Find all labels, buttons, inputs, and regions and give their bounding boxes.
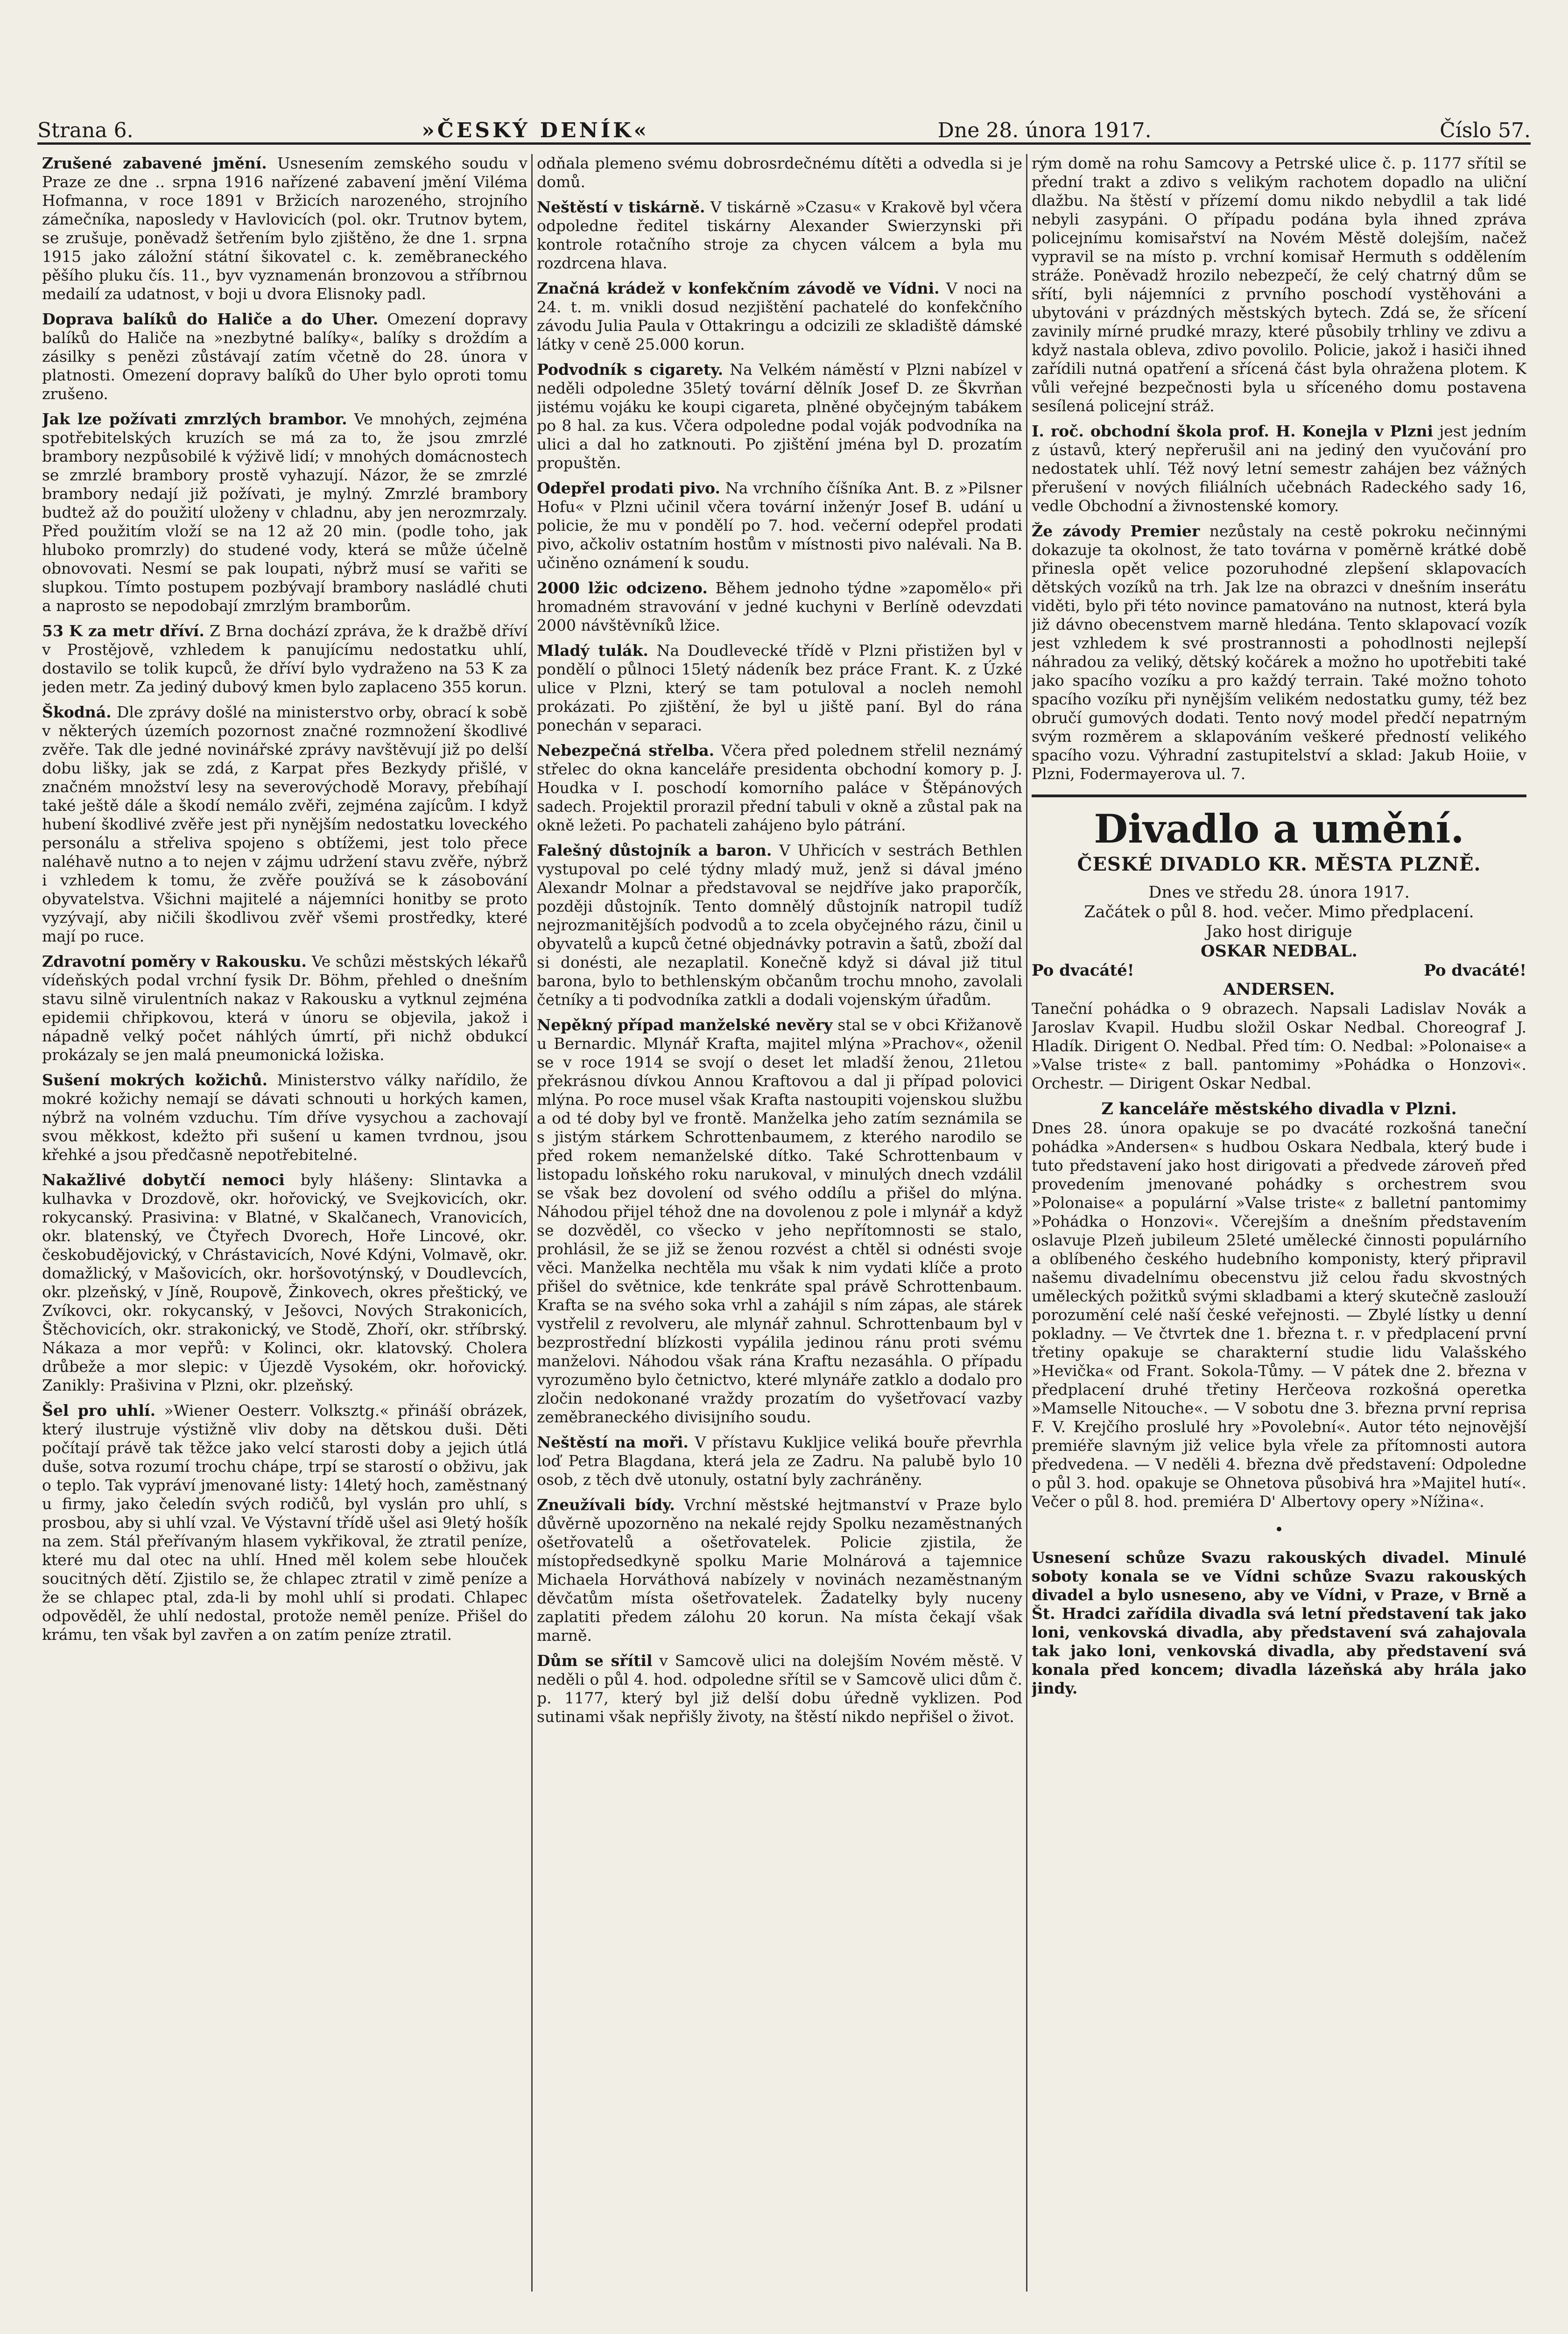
news-headline: Zrušené zabavené jmění. (42, 154, 267, 172)
news-body: Vrchní městské hejtmanství v Praze bylo důvěrně upozorněno na nekalé rejdy Spolku nezaměstnaných ošetřovatelů a ošetřovatelek. Policie zjistila, že místopředsedkyně spolku Marie Molnárová a tajemnice Michaela Horváthová nabízely v novinách nezaměstnaným děvčatům místa ošetřovatelek. Žadatelky byly nuceny zaplatiti předem zálohu 20 korun. Na místa čekají však marně. (537, 1496, 1022, 1645)
news-body: Na vrchního číšníka Ant. B. z »Pilsner Hofu« v Plzni učinil včera tovární inženýr Josef B. udání u policie, že mu v pondělí po 7. hod. večerní odepřel prodati pivo, ačkoliv ostatním hostům v místnosti pivo nalévali. Na B. učiněno oznámení k soudu. (537, 479, 1022, 572)
column-1 (42, 154, 527, 2292)
news-headline: Neštěstí na moři. (537, 1433, 689, 1451)
news-body: V tiskárně »Czasu« v Krakově byl včera odpoledne ředitel tiskárny Alexander Swierzynski při kontrole rotačního stroje za chycen válcem a byla mu rozdrcena hlava. (537, 198, 1022, 272)
news-item (1032, 522, 1526, 783)
news-item (537, 1016, 1022, 1427)
column-divider (531, 154, 533, 2292)
page-header (37, 110, 1531, 145)
news-item (42, 1401, 527, 1644)
union-notice: Usnesení schůze Svazu rakouských divadel. Minulé soboty konala se ve Vídni schůze Svazu rakouských divadel a bylo usneseno, aby ve Vídni, v Praze, v Brně a Št. Hradci zařídila divadla svá letní představení tak jako loni, venkovská divadla, aby představení svá zahajovala tak jako loni, venkovská divadla, aby představení svá konala před koncem; divadla lázeňská aby hrála jako jindy. (1032, 1548, 1526, 1697)
performance-start: Začátek o půl 8. hod. večer. Mimo předplacení. (1084, 903, 1474, 921)
news-headline: Falešný důstojník a baron. (537, 841, 772, 859)
news-headline: Nepěkný případ manželské nevěry (537, 1016, 833, 1034)
news-item (537, 579, 1022, 635)
theater-name: ČESKÉ DIVADLO KR. MĚSTA PLZNĚ. (1077, 853, 1481, 875)
performance-title: ANDERSEN. (1223, 980, 1335, 999)
section-heading: Divadlo a umění. (1094, 806, 1464, 852)
news-headline: Jak lze požívati zmrzlých brambor. (42, 410, 347, 428)
issue-date: Dne 28. února 1917. (937, 119, 1152, 142)
news-headline: Zneužívali bídy. (537, 1496, 675, 1514)
news-headline: Podvodník s cigarety. (537, 360, 724, 379)
news-body: V Uhřicích v sestrách Bethlen vystupoval po celé týdny mladý muž, jenž si dával jméno Alexandr Molnar a představoval se nejdříve jako praporčík, později důstojník. Tento domnělý důstojník natropil tudíž nejrozmanitějších podvodů a to zcela obyčejného rázu, činil u obyvatelů a kupců četné objednávky potravin a šatů, zboží dal si donésti, ale nezaplatil. Konečně když si dával již titul barona, bylo to bethlenským občanům trochu mnoho, zavolali četníky a ti podvodníka zatkli a dodali vojenským úřadům. (537, 841, 1022, 1009)
news-body: Usnesením zemského soudu v Praze ze dne .. srpna 1916 nařízené zabavení jmění Viléma Hofmanna, v roce 1891 v Bržicích narozeného, strojního zámečníka, naposledy v Havlovicích (pol. okr. Trutnov bytem, se zrušuje, poněvadž šetřením bylo zjištěno, že dne 1. srpna 1915 jako záložní státní šikovatel c. k. zeměbraneckého pěšího pluku čís. 11., byv vyznamenán bronzovou a stříbrnou medailí za udatnost, v boji u dvora Elisnoky padl. (42, 154, 527, 303)
news-item (42, 952, 527, 1064)
guest-conductor: OSKAR NEDBAL. (1201, 942, 1357, 961)
page-number: Strana 6. (37, 119, 134, 142)
news-item (42, 154, 527, 303)
office-notice: Dnes 28. února opakuje se po dvacáté rozkošná taneční pohádka »Andersen« s hudbou Oskara Nedbala, který bude i tuto představení jako host dirigovati a předvede zároveň před provedením jmenované pohádky s orchestrem svou »Polonaise« a populární »Valse triste« z balletní pantomimy »Pohádka o Honzovi«. Včerejším a dnešním představením oslavuje Plzeň jubileum 25leté umělecké činnosti populárního a oblíbeného českého hudebního komponisty, který připravil našemu divadelnímu obecenstvu již celou řadu skvostných uměleckých požitků svými skladbami a který skutečně zaslouží porozumění celé naší české veřejnosti. — Zbylé lístky u denní pokladny. — Ve čtvrtek dne 1. března t. r. v předplacení první třetiny opakuje se charakterní studie lidu Valašského »Hevička« od Frant. Sokola-Tůmy. — V pátek dne 2. března v předplacení druhé třetiny Herčeova rozkošná operetka »Mamselle Nitouche«. — V sobotu dne 3. března první reprisa F. V. Krejčího proslulé hry »Povolební«. Autor této nejnovější premiéře slavným již velice byla vřele za přítomnosti autora předvedena. — V neděli 4. března dvě představení: Odpoledne o půl 3. hod. opakuje se Ohnetova působivá hra »Majitel hutí«. Večer o půl 8. hod. premiéra D' Albertovy opery »Nížina«. (1032, 1119, 1526, 1511)
column-3-articles (1032, 154, 1526, 783)
news-headline: Sušení mokrých kožichů. (42, 1071, 268, 1089)
news-item (42, 410, 527, 615)
news-body: Z Brna dochází zpráva, že k dražbě dříví v Prostějově, vzhledem k panujícímu nedostatku uhlí, dostavilo se tolik kupců, že dříví bylo vydraženo na 53 K za jeden metr. Za jediný dubový kmen bylo zaplaceno 355 korun. (42, 622, 527, 696)
guest-note: Jako host diriguje (1206, 922, 1352, 941)
separator-mark: • (1274, 1520, 1284, 1539)
news-body: Na Velkém náměstí v Plzni nabízel v neděli odpoledne 35letý tovární dělník Josef D. ze Škvrňan jistému vojáku ke koupi cigareta, plněné obyčejným tabákem po 8 hal. za kus. Včera odpoledne podal voják podvodníka na ulici a dal ho zatknouti. Po zjištění jména byl D. prozatím propuštěn. (537, 360, 1022, 472)
news-body: Ve mnohých, zejména spotřebitelských kruzích se má za to, že jsou zmrzlé brambory nezpůsobilé k výživě lidí; v mnohých domácnostech se zmrzlé brambory prostě vyhazují. Názor, že se zmrzlé brambory nedají již požívati, je mylný. Zmrzlé brambory budtež až do použití uloženy v chladnu, aby jen nerozmrzaly. Před použitím vloží se na 12 až 20 min. (podle toho, jak hluboko promrzly) do studené vody, která se může účelně obnovovati. Nesmí se pak loupati, nýbrž musí se vařiti se slupkou. Tímto postupem pozbývají brambory nasládlé chuti a naprosto se nepodobají zmrzlým bramborům. (42, 410, 527, 615)
news-headline: Odepřel prodati pivo. (537, 479, 720, 497)
news-item (537, 198, 1022, 273)
news-body: v Samcově ulici na dolejším Novém městě. V neděli o půl 4. hod. odpoledne sřítil se v Samcově ulici dům č. p. 1177, který byl již delší dobu úředně vyklizen. Pod sutinami však nepřišly životy, na štěstí nikdo nepřišel o život. (537, 1652, 1022, 1726)
news-headline: Šel pro uhlí. (42, 1401, 156, 1420)
news-body: odňala plemeno svému dobrosrdečnému dítěti a odvedla si je domů. (537, 154, 1022, 191)
news-body: V noci na 24. t. m. vnikli dosud nezjištění pachatelé do konfekčního závodu Julia Paula v Ottakringu a odcizili ze skladiště dámské látky v ceně 25.000 korun. (537, 279, 1022, 353)
news-body: Ve schůzi městských lékařů vídeňských podal vrchní fysik Dr. Böhm, přehled o dnešním stavu silně virulentních nakaz v Rakousku a vytknul zejména epidemii chřipkovou, která v únoru se objevila, jakož i nápadně velký počet náhlých úmrtí, při nichž obdukcí prokázaly se jen malá pneumonická ložiska. (42, 952, 527, 1064)
news-item (537, 841, 1022, 1009)
news-item (537, 479, 1022, 572)
news-item (537, 1496, 1022, 1645)
news-headline: Dům se sřítil (537, 1652, 653, 1670)
news-headline: Škodná. (42, 703, 112, 721)
news-body: Během jednoho týdne »zapomělo« při hromadném stravování v jedné kuchyni v Berlíně odevzdati 2000 návštěvníků lžice. (537, 579, 1022, 634)
news-item (537, 641, 1022, 735)
performance-count (1032, 961, 1526, 980)
column-divider (1026, 154, 1027, 2292)
news-item (537, 1652, 1022, 1726)
performance-date: Dnes ve středu 28. února 1917. (1148, 883, 1410, 902)
news-headline: Nebezpečná střelba. (537, 741, 715, 759)
news-item (537, 360, 1022, 472)
column-3 (1032, 154, 1526, 2292)
news-body: Ministerstvo války nařídilo, že mokré kožichy nemají se dávati schnouti u horkých kamen, nýbrž na volném vzduchu. Tím dříve vysychou a zachovají svou měkkost, kdežto při sušení u kamen tvrdnou, jsou křehké a jsou předčasně nepotřebitelné. (42, 1071, 527, 1164)
news-body: »Wiener Oesterr. Volksztg.« přináší obrázek, který ilustruje výstižně vliv doby na dětskou duši. Děti počítají právě tak těžce jako velcí starosti doby a jejich útlá duše, sotva rozumí trochu chápe, trpí se starostí o obživu, jak o teplo. Tak vypráví jmenované listy: 14letý hoch, zaměstnaný u firmy, jako čeledín svých rodičů, byl vyslán pro uhlí, s prosbou, aby si uhlí vzal. Ve Výstavní třídě ušel asi 9letý hošík na zem. Stál přeřívaným hlasem vykřikoval, že ztratil peníze, které mu dal otec na uhlí. Hned měl kolem sebe hlouček soucitných dětí. Zjistilo se, že chlapec ztratil v zimě peníze a že se chlapec ptal, zda-li by mohl uhlí si prodati. Chlapec odpověděl, že uhlí nedostal, protože neměl peníze. Přišel do krámu, ten však byl zavřen a on zatím peníze ztratil. (42, 1401, 527, 1644)
news-item (1032, 422, 1526, 515)
news-item (1032, 154, 1526, 415)
news-item (42, 310, 527, 403)
news-item (42, 703, 527, 946)
performance-details: Taneční pohádka o 9 obrazech. Napsali Ladislav Novák a Jaroslav Kvapil. Hudbu složil Oskar Nedbal. Choreograf J. Hladík. Dirigent O. Nedbal. Před tím: O. Nedbal: »Polonaise« a »Valse triste« z ball. pantomimy »Pohádka o Honzovi«. Orchestr. — Dirigent Oskar Nedbal. (1032, 999, 1526, 1092)
column-2 (537, 154, 1022, 2292)
news-body: Na Doudlevecké třídě v Plzni přistižen byl v pondělí o půlnoci 15letý nádeník bez práce Frant. K. z Úzké ulice v Plzni, který se tam potuloval a nocleh nemohl prokázati. Po zjištění, že byl u jiště paní. Byl do rána ponechán v separaci. (537, 641, 1022, 734)
news-body: rým domě na rohu Samcovy a Petrské ulice č. p. 1177 sřítil se přední trakt a zdivo s velikým rachotem dopadlo na uliční dlažbu. Na štěstí v přízemí domu nikdo nebydlil a tak lidé nebyli zasypáni. O případu podána byla ihned zpráva policejnímu komisařství na Novém Městě dolejším, načež vypravil se na místo p. vrchní komisař Hermuth s oddělením stráže. Poněvadž hrozilo nebezpečí, že celý chatrný dům se sřítí, byli nájemníci z prvního poschodí vystěhováni a ubytováni v prázdných městských bytech. Zdá se, že sřícení zavinily mírné prudké mrazy, které působily trhliny ve zdivu a když nastala obleva, zdivo povolilo. Policie, jakož i hasiči ihned zařídili nutná opatření a sřícená část byla ohražena plotem. K vůli veřejné bezpečnosti byla u sříceného domu postavena sesílená policejní stráž. (1032, 154, 1526, 415)
news-headline: Že závody Premier (1032, 522, 1200, 540)
news-item (42, 1171, 527, 1395)
news-headline: Nakažlivé dobytčí nemoci (42, 1171, 285, 1189)
news-headline: Značná krádež v konfekčním závodě ve Vídni. (537, 279, 940, 297)
news-body: V přístavu Kukljice veliká bouře převrhla loď Petra Blagdana, která jela ze Zadru. Na palubě bylo 10 osob, z těch dvě utonuly, ostatní byly zachráněny. (537, 1433, 1022, 1489)
masthead-title: »ČESKÝ DENÍK« (422, 119, 650, 142)
issue-number: Číslo 57. (1440, 119, 1531, 142)
news-item (537, 279, 1022, 354)
news-body: Omezení dopravy balíků do Haliče na »nezbytné balíky«, balíky s droždím a zásilky s penězi zůstávají zatím včetně do 28. února v platnosti. Omezení dopravy balíků do Uher bylo oproti tomu zrušeno. (42, 310, 527, 403)
news-item (537, 154, 1022, 191)
news-item (537, 741, 1022, 835)
news-headline: Mladý tulák. (537, 641, 648, 660)
office-heading: Z kanceláře městského divadla v Plzni. (1101, 1099, 1457, 1118)
news-headline: Doprava balíků do Haliče a do Uher. (42, 310, 379, 328)
news-item (537, 1433, 1022, 1489)
section-divider (1032, 794, 1526, 797)
news-body: Včera před polednem střelil neznámý střelec do okna kanceláře presidenta obchodní komory p. J. Houdka v I. poschodí komorního paláce v Štěpánových sadech. Projektil prorazil přední tabuli v okně a zůstal pak na okně ležeti. Po pachateli zahájeno bylo pátrání. (537, 741, 1022, 834)
news-headline: 53 K za metr dříví. (42, 622, 204, 640)
news-body: stal se v obci Křižanově u Bernardic. Mlynář Krafta, majitel mlýna »Prachov«, oženil se v roce 1914 se svojí o deset let mladší ženou, 21letou překrásnou dívkou Annou Kraftovou a dal ji případ polovici mlýna. Po roce musel však Krafta nastoupiti vojenskou službu a od té doby byl ve frontě. Manželka jeho zatím seznámila se s jistým stárkem Schrottenbaumem, z kterého narodilo se před rokem nemanželské dítko. Také Schrottenbaum v listopadu loňského roku narukoval, v minulých dnech vzdálil se však bez dovolení od svého oddílu a přišel do mlýna. Náhodou přijel téhož dne na dovolenou z pole i mlynář a když se dozvěděl, co všecko v jeho nepřítomnosti se stalo, prohlásil, že se již se ženou rozvést a chtěl si odnésti svoje věci. Manželka nechtěla mu však k nim vydati klíče a proto přišel do světnice, kde tenkráte spal právě Schrottenbaum. Krafta se na svého soka vrhl a zahájil s ním zápas, ale stárek vystřelil z revolveru, ale mlynář zahnul. Schrottenbaum byl v bezprostřední blízkosti vypálila jedinou ránu proti svému manželovi. Náhodou však rána Kraftu nezasáhla. O případu vyrozuměno bylo četnictvo, které mlynáře zatklo a dodalo pro zločin nedokonané vraždy prozatím do vyšetřovací vazby zeměbraneckého divisijního soudu. (537, 1016, 1022, 1426)
performance-count-left: Po dvacáté! (1032, 961, 1134, 980)
performance-count-right: Po dvacáté! (1424, 961, 1526, 980)
news-item (42, 622, 527, 696)
news-headline: I. roč. obchodní škola prof. H. Konejla v Plzni (1032, 422, 1434, 440)
news-headline: Zdravotní poměry v Rakousku. (42, 952, 307, 970)
news-item (42, 1071, 527, 1164)
news-headline: Neštěstí v tiskárně. (537, 198, 705, 216)
news-body: Dle zprávy došlé na ministerstvo orby, obrací k sobě v některých územích pozornost značné rozmnožení škodlivé zvěře. Tak dle jedné novinářské zprávy navštěvují již po delší dobu lišky, jak se zdá, z Karpat přes Bezkydy přišlé, v značném množství lesy na severovýchodě Moravy, přebíhají také ještě dále a škodí nemálo zvěři, zejména zajícům. I když hubení škodlivé zvěře jest při nynějším nedostatku loveckého personálu a střeliva spojeno s obtížemi, jest tolo přece naléhavě nutno a to nejen v zájmu udržení stavu zvěře, nýbrž i vzhledem k tomu, že zvěře používá se k zásobování obyvatelstva. Všichni majitelé a nájemníci honitby se proto vyzývají, aby ničili škodlivou zvěř všemi prostředky, které mají po ruce. (42, 703, 527, 945)
news-body: byly hlášeny: Slintavka a kulhavka v Drozdově, okr. hořovický, ve Svejkovicích, okr. rokycanský. Prasivina: v Blatné, v Skalčanech, Vranovicích, okr. blatenský, ve Čtyřech Dvorech, Hoře Lincové, okr. českobudějovický, v Chrástavicích, Nové Kdýni, Volmavě, okr. domažlický, v Mašovicích, okr. horšovotýnský, v Doudlevcích, okr. plzeňský, v Jíně, Roupově, Žinkovech, okres přeštický, ve Zvíkovci, okr. rokycanský, v Ješovci, Nových Strakonicích, Štěchovicích, okr. strakonický, ve Stodě, Zhoří, okr. stříbrský. Nákaza a mor vepřů: v Kolinci, okr. klatovský. Cholera drůbeže a mor slepic: v Újezdě Vysokém, okr. hořovický. Zanikly: Prašivina v Plzni, okr. plzeňský. (42, 1171, 527, 1394)
news-body: nezůstaly na cestě pokroku nečinnými dokazuje ta okolnost, že tato továrna v poměrně krátké době přinesla opět velice pozoruhodné zlepšení sklapovacích dětských vozíků na trh. Jak lze na obrazci v dnešním inserátu viděti, bylo při této novince pamatováno na nutnost, která byla již dávno obecenstvem marně hledána. Tento sklapovací vozík jest vzhledem k své prostrannosti a pohodlnosti nejlepší náhradou za veliký, dětský kočárek a možno ho upotřebiti také jako spacího vozíku a pro každý terrain. Také možno tohoto spacího vozíku při nynějším velikém nedostatku gumy, též bez obručí gumových dodati. Tento nový model předčí nepatrným svým rozměrem a sklapováním veškeré předností velikého spacího vozu. Výhradní zastupitelství a sklad: Jakub Hoiie, v Plzni, Fodermayerova ul. 7. (1032, 522, 1526, 783)
news-body: jest jedním z ústavů, který nepřerušil ani na jediný den vyučování pro nedostatek uhlí. Též nový letní semestr zahájen bez vážných přerušení v nových filiálních učebnách Radeckého sady 16, vedle Obchodní a živnostenské komory. (1032, 422, 1526, 515)
news-headline: 2000 lžic odcizeno. (537, 579, 708, 597)
